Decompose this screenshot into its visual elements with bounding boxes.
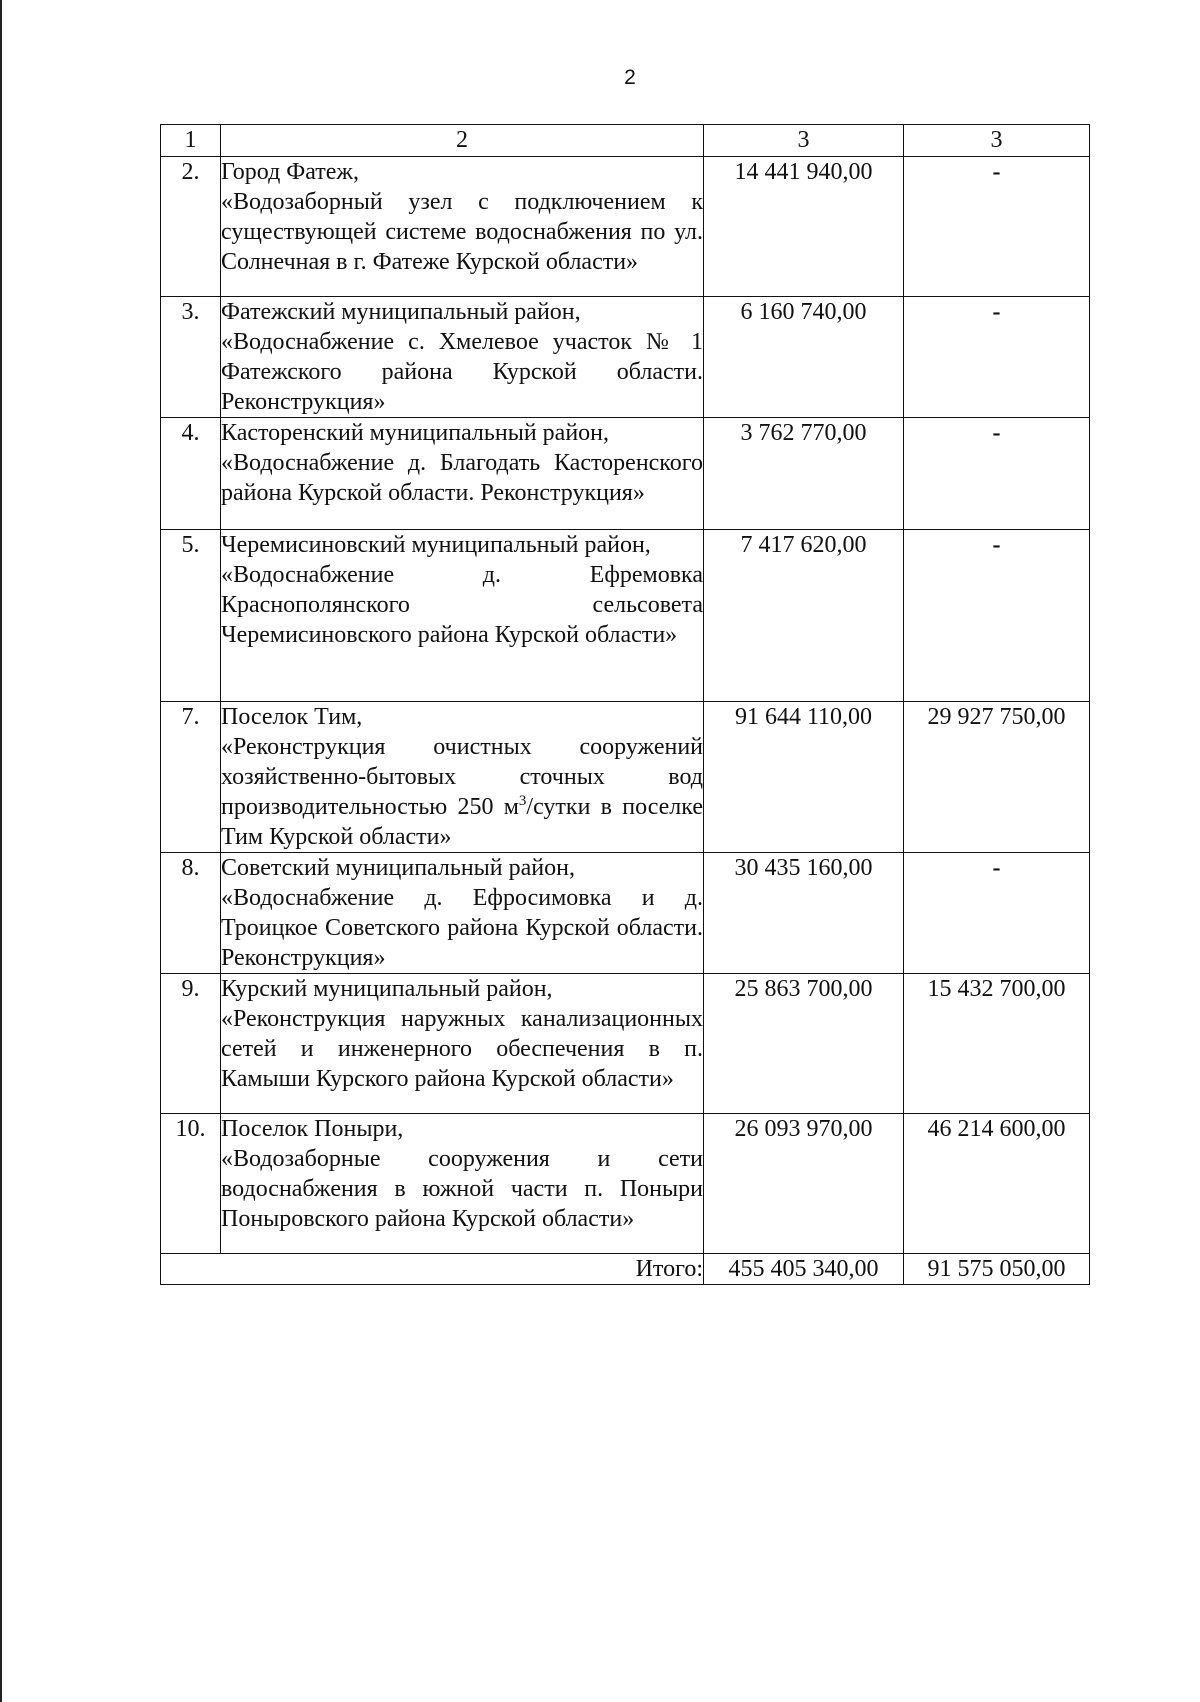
table-row bbox=[161, 1114, 1090, 1254]
project-description bbox=[221, 297, 704, 418]
municipality-name: Черемисиновский муниципальный район, bbox=[221, 532, 651, 558]
project-description bbox=[221, 418, 704, 530]
table-row bbox=[161, 157, 1090, 297]
amount-col-4: - bbox=[904, 297, 1090, 418]
municipality-name: Фатежский муниципальный район, bbox=[221, 299, 581, 325]
municipality-name: Город Фатеж, bbox=[221, 159, 359, 185]
municipality-name: Касторенский муниципальный район, bbox=[221, 420, 610, 446]
amount-col-3: 25 863 700,00 bbox=[704, 974, 904, 1114]
project-description bbox=[221, 974, 704, 1114]
amount-col-4: 15 432 700,00 bbox=[904, 974, 1090, 1114]
table-row bbox=[161, 853, 1090, 974]
row-number: 7. bbox=[161, 702, 221, 853]
total-amount-col-4: 91 575 050,00 bbox=[904, 1254, 1090, 1285]
project-name: «Водозаборный узел с подключением к существующей системе водоснабжения по ул. Солнечная в г. Фатеже Курской области» bbox=[221, 189, 703, 275]
amount-col-4: 46 214 600,00 bbox=[904, 1114, 1090, 1254]
scan-edge bbox=[0, 0, 2, 1702]
table-row bbox=[161, 974, 1090, 1114]
total-row bbox=[161, 1254, 1090, 1285]
project-name bbox=[221, 732, 703, 852]
municipality-name: Курский муниципальный район, bbox=[221, 976, 553, 1002]
header-col-4: 3 bbox=[904, 125, 1090, 157]
amount-col-3: 6 160 740,00 bbox=[704, 297, 904, 418]
municipality-name: Поселок Поныри, bbox=[221, 1116, 404, 1142]
amount-col-4: - bbox=[904, 853, 1090, 974]
municipality-name: Поселок Тим, bbox=[221, 704, 363, 730]
table-row bbox=[161, 297, 1090, 418]
row-number: 4. bbox=[161, 418, 221, 530]
amount-col-4: - bbox=[904, 530, 1090, 702]
project-name: «Водоснабжение д. Ефремовка Краснополянского сельсовета Черемисиновского района Курской области» bbox=[221, 562, 703, 648]
amount-col-3: 91 644 110,00 bbox=[704, 702, 904, 853]
project-description bbox=[221, 530, 704, 702]
amount-col-4: - bbox=[904, 157, 1090, 297]
total-amount-col-3: 455 405 340,00 bbox=[704, 1254, 904, 1285]
header-col-1: 1 bbox=[161, 125, 221, 157]
project-name: «Водоснабжение д. Благодать Касторенского района Курской области. Реконструкция» bbox=[221, 450, 703, 506]
project-name-part: «Реконструкция очистных сооружений хозяйственно-бытовых сточных вод производительностью 250 м bbox=[221, 734, 703, 820]
header-col-2: 2 bbox=[221, 125, 704, 157]
amount-col-3: 7 417 620,00 bbox=[704, 530, 904, 702]
municipality-name: Советский муниципальный район, bbox=[221, 855, 575, 881]
amount-col-3: 30 435 160,00 bbox=[704, 853, 904, 974]
project-name: «Водоснабжение д. Ефросимовка и д. Троицкое Советского района Курской области. Реконструкция» bbox=[221, 885, 703, 971]
row-number: 10. bbox=[161, 1114, 221, 1254]
funding-table bbox=[160, 124, 1090, 1285]
table-row bbox=[161, 702, 1090, 853]
superscript-3: 3 bbox=[518, 793, 527, 809]
row-number: 3. bbox=[161, 297, 221, 418]
amount-col-4: 29 927 750,00 bbox=[904, 702, 1090, 853]
project-name: «Водозаборные сооружения и сети водоснабжения в южной части п. Поныри Поныровского района Курской области» bbox=[221, 1146, 703, 1232]
project-description bbox=[221, 702, 704, 853]
project-name: «Водоснабжение с. Хмелевое участок № 1 Фатежского района Курской области. Реконструкция» bbox=[221, 329, 703, 415]
table-row bbox=[161, 530, 1090, 702]
amount-col-3: 26 093 970,00 bbox=[704, 1114, 904, 1254]
header-row bbox=[161, 125, 1090, 157]
page-number: 2 bbox=[624, 66, 636, 89]
project-name-part: /сутки в поселке Тим Курской области» bbox=[221, 794, 703, 850]
row-number: 9. bbox=[161, 974, 221, 1114]
row-number: 2. bbox=[161, 157, 221, 297]
amount-col-3: 14 441 940,00 bbox=[704, 157, 904, 297]
project-description bbox=[221, 1114, 704, 1254]
project-description bbox=[221, 157, 704, 297]
project-description bbox=[221, 853, 704, 974]
amount-col-4: - bbox=[904, 418, 1090, 530]
total-label: Итого: bbox=[161, 1254, 704, 1285]
row-number: 5. bbox=[161, 530, 221, 702]
header-col-3: 3 bbox=[704, 125, 904, 157]
row-number: 8. bbox=[161, 853, 221, 974]
table-row bbox=[161, 418, 1090, 530]
amount-col-3: 3 762 770,00 bbox=[704, 418, 904, 530]
project-name: «Реконструкция наружных канализационных сетей и инженерного обеспечения в п. Камыши Курского района Курской области» bbox=[221, 1006, 703, 1092]
